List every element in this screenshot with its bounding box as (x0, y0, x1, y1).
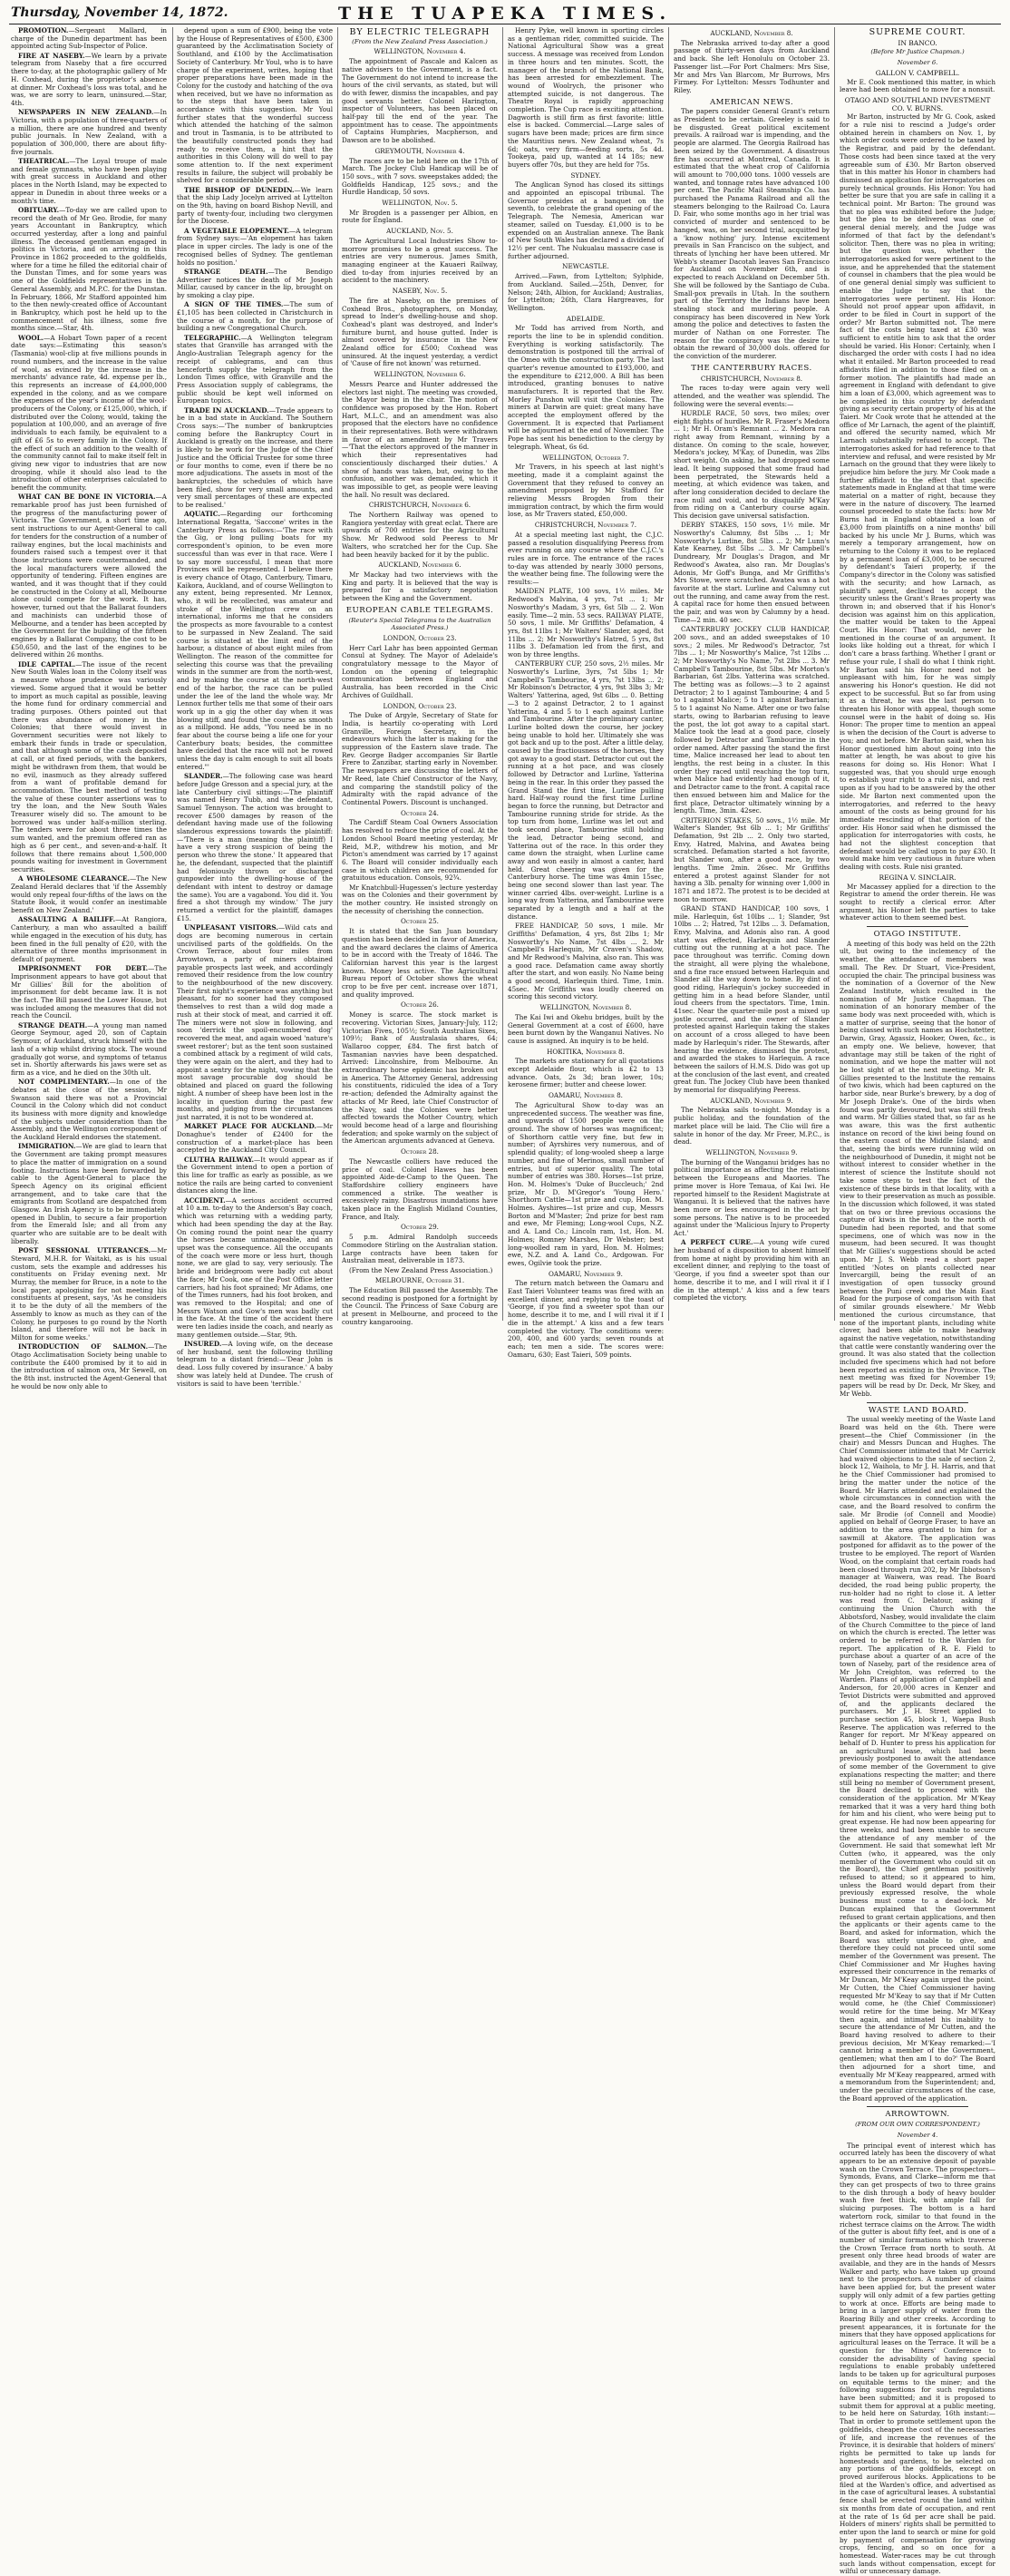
paragraph-body: depend upon a sum of £900, being the vote by the House of Representatives of £500, £300 guaranteed by the Acclimatisation Society of Southland, and £100 by the Acclimatisation Society of Canterbury. Mr Youl, who is to have charge of the experiment, writes, hoping that proper preparations have been made in the Colony for the custody and hatching of the ova when received, but we have no information as to the steps that have been taken in accordance with this suggestion. Mr Youl further states that the wonderful success which attended the hatching of the salmon and trout in Tasmania, is to be attributed to the beautifully constructed ponds they had ready to receive them, a hint that the authorities in this Colony will do well to pay some attention to. If the next experiment results in failure, the subject will probably be shelved for a considerable period. (177, 26, 333, 185)
telegram-body: At a special meeting last night, the C.J.C. passed a resolution disqualifying Peeress from ever running on any course where the C.J.C.'s rules are in force. The entrance of the races to-day was attended by nearly 3000 persons, the weather being fine. The following were the results:— (508, 530, 664, 587)
telegram-body: The Agricultural Show to-day was an unprecedented success. The weather was fine, and upwards of 1500 people were on the ground. The show of horses was magnificent; of Shorthorn cattle very fine, but few in number; of Ayrshires very numerous, and of splendid quality; of long-wooled sheep a large number, and fine of Merinos, small number of entries, but of superior quality. The total number of entries was 380. Horses—1st prize, Hon. M. Holmes's 'Duke of Buccleuch;' 2nd prize, Mr D. M'Gregor's 'Young Hero.' Shorthorn Cattle—1st prize and cup, Hon. M. Holmes. Ayshires—1st prize and cup, Messrs Borton and M'Master; 2nd prize for best ram and ewe, Mr Fleming; Long-wool Cups, N.Z. and A. Land Co.; Lincoln ram, 1st, Hon. M. Holmes; Romney Marshes, Dr Webster; best long-woolled ram in yard, Hon. M. Holmes; ewe, N.Z. and A. Land Co., Ardgowan. For ewes, Ogilvie took the prize. (508, 1100, 664, 1267)
otago-institute-heading: OTAGO INSTITUTE. (873, 930, 962, 940)
telegram-body: The papers consider General Grant's return as President to be certain. Greeley is said to be disgusted. Great political excitement prevails. A railroad war is impending, and the people are alarmed. The Georgia Railroad has been seized by the Government. A disastrous fire has occurred at Montreal, Canada. It is estimated that the wheat crop of California will amount to 700,000 tons. 1000 vessels are wanted, and tonnage rates have advanced 100 per cent. The Pacific Mail Steamship Co. has purchased the Panama Railroad and all the steamers belonging to the Railroad Co. Laura D. Fair, who some months ago in her trial was convicted of murder and sentenced to be hanged, was, on her second trial, acquitted by a 'know nothing' jury. Intense excitement prevails in San Francisco on the subject, and threats of lynching her have been uttered. Mr Webb's steamer Dacotah leaves San Francisco for Auckland on November 6th, and is expected to reach Auckland on December 5th. She will be followed by the Santiago de Cuba. Small-pox prevails in Utah. In the southern part of the Territory the Indians have been stealing stock and murdering people. A conspiracy has been discovered in New York among the police and detectives to fasten the murder of Nathan on one Forrester. The reason for the conspiracy was the desire to obtain the reward of 30,000 dols. offered for the conviction of the murderer. (674, 107, 830, 361)
news-paragraph (177, 1123, 333, 1155)
paragraph-body: —A serious accident occurred at 10 a.m. to-day to the Anderson's Bay coach, which was returning with a wedding party, which had been spending the day at the Bay. On coming round the point near the quarry the horses became unmanageable, and an upset was the consequence. All the occupants of the coach were more or less hurt, though none, we are glad to say, very seriously. The bride and bridegroom were badly cut about the face; Mr Cook, one of the Post Office letter carriers, had his foot sprained; Mr Adams, one of the Times runners, had his foot broken, and was removed to the Hospital; and one of Messrs Watson and Gow's men was badly cut in the face. At the time of the accident there were ten ladies inside the coach, and nearly as many gentlemen outside.—Star, 9th. (177, 1195, 333, 1339)
dateline: NASEBY, Nov. 5. (392, 287, 448, 296)
paragraph-body: —A Hobart Town paper of a recent date says:—Estimating this season's (Tasmania) wool-clip at five millions pounds in round numbers, and the increase in the value of wool, as evinced by the increase in the merchants' advance rate, 4d. expense per lb., this represents an increase of £4,000,000 expended in the colony, and as we compare the expenses of the year's income of the wool-producers of the Colony, or £125,000, which, if distributed over the Colony, would, taking the population at 100,000, and an average of five individuals to each family, be equivalent to a gift of £6 5s to every family in the Colony. If the effect of such an addition to the wealth of the community cannot fail to make itself felt in giving new vigor to industries that are now drooping, while it should also lead to the introduction of other enterprises calculated to benefit the community. (11, 333, 167, 493)
telegram-body: CANTERBURY JOCKEY CLUB HANDICAP, 200 sovs., and an added sweepstakes of 10 sovs.; 2 miles. Mr Redwood's Detractor, 7st 7lbs ... 1; Mr Nosworthy's Malice, 7st 12lbs ... 2; Mr Nosworthy's No Name, 7st 2lbs ... 3. Mr Campbell's Tambourine, 8st 5lbs. Mr Morton's Barbarian, 6st 2lbs. Yatterina was scratched. The betting was as follows:—3 to 2 against Detractor; 2 to 1 against Tambourine; 4 and 5 to 1 against Malice; 5 to 1 against Barbarian; 5 to 1 against No Name. After one or two false starts, owing to Barbarian refusing to leave the post, the lot got away to a capital start. Malice took the lead at a good pace, closely followed by Detractor and Tambourine in the order named. After passing the stand the first time, Malice increased her lead to about ten lengths, the rest being in a cluster. In this order they raced until reaching the top turn, when Malice had evidently had enough of it, and Detractor came to the front. A capital race then ensued between him and Malice for the first place, Detractor ultimately winning by a length. Time, 3min. 42sec. (674, 625, 830, 815)
paragraph-body: —Trade appears to be in a bad state in Auckland. The Southern Cross says:—'The number of bankruptcies coming before the Bankruptcy Court in Auckland is greatly on the increase, and there is likely to be work for the Judge of the Chief Justice and the Official Trustee for some three or four months to come, even if there be no more adjudications. The assets in most of the bankruptcies, the schedules of which have been filed, show for very small amounts, and very small percentages of these are expected to be realised.' (177, 405, 333, 510)
telegram-body: 5 p.m. Admiral Randolph succeeds Commodore Stirling on the Australian station. Large contracts have been taken for Australian meat, deliverable in 1873. (342, 1233, 498, 1265)
dateline: October 28. (401, 1147, 439, 1156)
paragraph-title: INSURED. (184, 1340, 222, 1349)
column-5-telegrams (674, 27, 830, 1322)
section-rule (867, 1402, 968, 1403)
supreme-court-heading: SUPREME COURT. (869, 27, 966, 37)
news-paragraph (11, 27, 167, 51)
dateline: OAMARU, November 9. (549, 1269, 623, 1278)
telegram-body: Mr Todd has arrived from North, and reports the line to be in splendid condition. Everything is working satisfactorily. The demonstration is postponed till the arrival of the Omeo with the construction party. The last quarter's revenue amounted to £193,000, and the expenditure to £212,000. A Bill has been introduced, granting bonuses to native manufacturers. It is reported that the Rev. Morley Punshon will visit the Colonies. The miners at Darwin are quiet: great many have accepted the employment offered by the Government. It is expected that Parliament will be adjourned at the end of November. The Pope has sent his benediction to the clergy by telegraph. Wheat, 6s 6d. (508, 324, 664, 451)
telegram-body: Arrived.—Fawn, from Lyttelton; Sylphide, from Auckland. Sailed.—25th, Denver, for Nelson; 24th, Albion, for Auckland; Australias, for Lyttelton; 26th, Clara Hargreaves, for Wellington. (508, 272, 664, 312)
news-paragraph (177, 924, 333, 1122)
news-paragraph (11, 1022, 167, 1078)
paragraph-body: —We learn by a private telegram from Naseby that a fire occurred there to-day, at the photographic gallery of Mr H. Coxhead, during the proprietor's absence at dinner. Mr Coxhead's loss was total, and he was, we are sorry to learn, uninsured.—Star, 4th. (11, 51, 167, 107)
telegram-body: The Nebraska sails to-night. Monday is a public holiday, and the foundation of the market place will be laid. The Clio will fire a salute in honor of the day. Mr Freer, M.P.C., is dead. (674, 1106, 830, 1147)
column-divider (668, 27, 669, 1321)
dateline: AUCKLAND, November 8. (710, 29, 793, 37)
news-paragraph (177, 187, 333, 227)
dateline: MELBOURNE, October 31. (374, 1276, 465, 1285)
news-paragraph (11, 661, 167, 874)
arrowtown-body: The principal event of interest which has occurred lately has been the discovery of what appears to be an extensive deposit of payable wash on the Crown Terrace. The prospectors—Symonds, Evans, and Clarke—inform me that they can get prospects of two to three grains to the dish through a body of heavy boulder wash five feet thick, with ample fall for sluicing purposes. The bottom is a hard watertorn rock, similar to that found in the richest terrace claims on the Arrow. The width of the gutter is about fifty feet, and is one of a number of similar formations which traverse the Crown Terrace from north to south. At present only three head broods of water are available, and they are in the hands of Messrs Walker and party, who have taken up ground next to the prospectors. A number of claims have been applied for, but the present water supply will only admit of a few parties getting to work at once. Efforts are being made to bring in a larger supply of water from the Roaring Billy and other creeks. According to present appearances, it is fortunate for the miners that they have opposed applications for agricultural leases on the Terrace. It will be a question for the Miners' Conference to consider the advisability of having special regulations to enable probably unfettered lands to be taken up for agricultural purposes on equitable terms to the miner; and the following suggestions for such regulations have been submitted; and it is proposed to submit them for approval at a public meeting, to be held here on Saturday, 16th instant:— That in order to promote settlement upon the goldfields, cheapen the cost of the necessaries of life, and increase the revenues of the Province, it is desirable that holders of miners' rights be permitted to take up lands for homesteads and gardens, to be selected on any portions of the goldfields, except on proved auriferous blocks. Applications to be filed at the Warden's office, and advertised as in the case of agricultural leases. A substantial fence shall be erected round the land within six months from date of occupation, and rent at the rate of 1s 6d per acre shall be paid. Holders of miners' rights shall be permitted to enter upon the land to search or mine for gold by payment of compensation for growing crops, fencing, and so on once for a homestead. Water-races may be cut through such lands without compensation, except for wilful or unnecessary damage. (840, 2141, 995, 2576)
news-paragraph (177, 335, 333, 405)
telegram-body: The Cardiff Steam Coal Owners Association has resolved to reduce the price of coal. At the London School Board meeting yesterday, Mr Reid, M.P., withdrew his motion, and Mr Picton's amendment was carried by 17 against 6. The Board will consider individually each case in which children are recommended for gratuitous education. Consols, 92¾. (342, 818, 498, 883)
paragraph-title: TRADE IN AUCKLAND. (184, 405, 269, 415)
telegram-body: Mr Brogden is a passenger per Albion, en route for England. (342, 208, 498, 225)
paragraph-body: —A young man named George Seymour, aged 20, son of Captain Seymour, of Auckland, struck himself with the lash of a whip whilst driving stock. The wound gradually got worse, and symptoms of tetanus set in. Shortly afterwards his jaws were set as firm as a vice, and he died on the 30th ult. (11, 1020, 167, 1077)
dateline: WELLINGTON, October 7. (542, 453, 629, 462)
telegram-body: The Kai Iwi and Okehu bridges, built by the General Government at a cost of £600, have been burnt down by the Wanganui Natives. No cause is assigned. An inquiry is to be held. (508, 1012, 664, 1045)
dateline: WELLINGTON, November 4. (374, 47, 466, 56)
telegram-body: The Agricultural Local Industries Show to-morrow promises to be a great success. The entries are very numerous. James Smith, managing engineer at the Kauaeri Railway, died to-day from injuries received by an accident to the machinery. (342, 236, 498, 285)
telegram-body: The fire at Naseby, on the premises of Coxhead Bros., photographers, on Monday, spread to Inder's dwelling-house and shop. Coxhead's plant was destroyed, and Inder's furniture burnt, and house gutted. Inder is almost covered by insurance in the New Zealand office for £500; Coxhead was uninsured. At the inquest yesterday, a verdict of 'Cause of fire not known' was returned. (342, 296, 498, 368)
news-paragraph (11, 965, 167, 1020)
telegram-body: Money is scarce. The stock market is recovering. Victorian Sixes, January-July, 112; Victorian Fives, 105½; South Australian Sixes, 109½; Bank of Australasia shares, 64; Wallaroo copper, £84. The first batch of Tasmanian navvies have been despatched. Arrived: Lincolnshire, from Melbourne. An extraordinary horse epidemic has broken out in America. The Attorney General, addressing his constituents, ridiculed the idea of a Tory re-action; defended the Admiralty against the attacks of Mr Reed, late Chief Constructor of the Navy, said the Colonies were better affected towards the Mother Country, which would become head of a large and flourishing federation; and spoke warmly on the subject of the American arguments advanced at Geneva. (342, 1010, 498, 1146)
paragraph-title: A WHOLESOME CLEARANCE. (18, 874, 131, 883)
paragraph-body: —At Rangiora, Canterbury, a man who assaulted a bailiff while engaged in the execution of his duty, has been fined in the full penalty of £20, with the alternative of three months imprisonment in default of payment. (11, 915, 167, 963)
telegram-body: The Education Bill passed the Assembly. The second reading is postponed for a fortnight by the Council. The Princess of Saxe Coburg are at present in Melbourne, and proceed to the country kangarooing. (342, 1285, 498, 1326)
column-1-local-news (11, 26, 167, 1390)
news-paragraph (177, 1156, 333, 1196)
paragraph-title: INTRODUCTION OF SALMON. (18, 1342, 149, 1351)
paragraph-body: —The issue of the recent New South Wales loan in the Colony itself was a measure whose prudence was variously viewed. Some argued that it would be better to import as much capital as possible, leaving the home fund for ordinary commercial and trading purposes. Others pointed out that there was abundance of money in the Colonies; that there would invest in Government securities were not likely to embark their funds in trade or speculation, and that although some of the cash deposited at call, or at fixed periods, with the bankers, might be withdrawn from them, that would be no evil, inasmuch as they already suffered from a want of profitable demand for accommodation. The best method of testing the value of these counter assertions was to try the loan, and the New South Wales Treasurer wisely did so. The amount to be borrowed was under half-a-million sterling. The tenders were for about three times the sum wanted, and the premium offered ran as high as 6 per cent., and seven-and-a-half. It follows that there remains about 1,500,000 pounds waiting for investment in Government securities. (11, 659, 167, 873)
paragraph-title: NEWSPAPERS IN NEW ZEALAND. (18, 108, 154, 117)
waste-land-board-heading: WASTE LAND BOARD. (868, 1405, 967, 1415)
paragraph-body: —A Wellington telegram states that Granville has arranged with the Anglo-Australian Telegraph agency for the receipt of cablegrams, and can thus henceforth supply the telegraph from the London Times office, with Granville and the Press Association supply of cablegrams, the public should be kept well informed on European topics. (177, 333, 333, 405)
dateline: LONDON, October 23. (383, 701, 457, 710)
paragraph-body: —A remarkable proof has just been furnished of the progress of the manufacturing power of Victoria. The Government, a short time ago, sent instructions to our Agent-General to call for tenders for the construction of a number of railway engines, but the local machinists and founders raised such a tempest over it that those instructions were countermanded, and the local manufacturers were allowed the opportunity of tendering. Fifteen engines are wanted, and it was thought that if they could be constructed in the Colony at all, Melbourne alone could compete for the work. It has, however, turned out that the Ballarat founders and machinists can underbid those of Melbourne, and a tender has been accepted by the Government for the building of the fifteen engines by a Ballarat Company, the cost to be £50,650, and the last of the engines to be delivered within 26 months. (11, 493, 167, 659)
paragraph-body: —We are glad to learn that the Government are taking prompt measures to place the matter of immigration on a sound footing. Instructions have been forwarded by cable to the Agent-General to place the Speech Agency on its original efficient arrangement, and to take care that the emigrants from Scotland are despatched from Glasgow. An Irish Agency is to be immediately opened in Dublin, to secure a fair proportion from the Emerald Isle; and all from any quarter who are suitable are to be dealt with liberally. (11, 1142, 167, 1245)
section-rule (867, 926, 968, 927)
news-paragraph (11, 1078, 167, 1142)
dateline: WELLINGTON, November 8. (539, 1003, 632, 1012)
column-2-local-news (177, 26, 333, 1388)
telegram-body: CRITERION STAKES, 50 sovs., 1½ mile. Mr Walter's Slander, 9st 6lb ... 1; Mr Griffiths' Defamation, 9st 2lb ... 2. Only two started, Envy, Hatred, Malvina, and Awatea being scratched. Defamation started a hot favorite, but Slander won, after a good race, by two lengths. Time 2min. 26sec. Mr Griffiths entered a protest against Slander for not having a 3lb. penalty for winning over 1,000 in 1871 and 1872. The protest is to be decided at noon to-morrow. (674, 815, 830, 903)
telegram-body: HURDLE RACE, 50 sovs, two miles; over eight flights of hurdles. Mr R. Fraser's Medora ... 1; Mr H. Oram's Remnant ... 2. Medora ran right away from Remnant, winning by a distance. On coming to the scale, however, Medora's jockey, M'Kay, of Dunedin, was 2lbs short weight. On asking, he had dropped some lead. It being supposed that some fraud had been perpetrated, the Stewards held a meeting, at which evidence was taken, and after long consideration decided to declare the race null and void, and to disqualify M'Kay from riding on a Canterbury course again. This decision gave universal satisfaction. (674, 408, 830, 521)
telegram-body: Henry Pyke, well known in sporting circles as a gentleman rider, committed suicide. The National Agricultural Show was a great success. A message was received from London in three hours and ten minutes. Scott, the manager of the branch of the National Bank, has been arrested for embezzlement. The wound of Woolrych, the prisoner who attempted suicide, is not dangerous. The Theatre Royal is rapidly approaching completion. The Cup race is exciting attention. Dagworth is still firm as first favorite: little else is backed. Commercial.—Large sales of sugars have been made; prices are firm since the Mauritius news. New Zealand wheat, 7s 6d; oats, very firm—feeding sorts, 5s 4d. Tookeya, paid up, wanted at 14 18s; new buyers offer 70s, but they are held for 75s. (508, 26, 664, 169)
case-title: OTAGO AND SOUTHLAND INVESTMENT CO. V. BURNS. (844, 95, 991, 112)
case-body: Mr Macassey applied for a direction to the Registrar to amend the order therein. He was sought to rectify a clerical error. After argument, his Honor left the parties to take whatever action to them seemed best. (840, 882, 995, 922)
arrowtown-heading: ARROWTOWN. (885, 2110, 950, 2120)
news-paragraph (177, 27, 333, 185)
paragraph-body: —Mr Donaghue's tender of £2400 for the construction of a market-place has been accepted by the Auckland City Council. (177, 1122, 333, 1155)
news-paragraph (177, 1341, 333, 1388)
telegram-body: Mr Knatchbull-Hugessen's lecture yesterday was on the Colonies and their government by the mother country. He insisted strongly on the necessity of cherishing the connection. (342, 883, 498, 915)
paragraph-title: AQUATIC. (184, 510, 220, 519)
telegram-list (342, 48, 498, 602)
telegram-body: Mr Travers, in his speech at last night's meeting, made it a complaint against the Government that they refused to convey an amendment proposed by Mr Stafford for relieving Messrs Brogden from their immigration contract, by which the firm would lose, as Mr Travers stated, £50,000. (508, 463, 664, 519)
section-heading: AMERICAN NEWS. (709, 97, 794, 107)
paragraph-body: —Sergeant Mallard, in charge of the Dunedin department has been appointed acting Sub-Inspector of Police. (11, 26, 167, 51)
news-paragraph (11, 335, 167, 493)
column-divider (502, 27, 503, 1321)
paragraph-title: ACCIDENT. (184, 1195, 226, 1205)
paragraph-body: —We learn that the ship Lady Jocelyn arrived at Lyttelton on the 9th, having on board Bishop Nevill, and party of twenty-four, including two clergymen for the Diocese. (177, 185, 333, 226)
paragraph-body: —It would appear as if the Government intend to open a portion of this line for traffic as early as possible, as we notice the rails are being carted to convenient distances along the line. (177, 1155, 333, 1195)
european-cable-list (342, 635, 498, 1327)
dateline: WELLINGTON, Nov. 5. (382, 199, 458, 208)
telegram-body: GRAND STAND HANDICAP, 100 sovs, 1 mile. Harlequin, 6st 10lbs ... 1; Slander, 9st 10lbs ... 2; Hatred, 7st 12lbs ... 3. Defamation, Envy, Malvina, and Adonis also ran. A good start was effected, Harlequin and Slander cutting out the running at a hot pace. The pace throughout was terrific. Coming down the straight, all were plying the whalebone, and a fine race ensued between Harlequin and Slander all the way down to home. By dint of good riding, Harlequin's jockey succeeded in getting him in a head before Slander, until loud cheers from the spectators. Time, 1min. 41sec. Near the quarter-mile post a mixed up jostle occurred, and the owner of Slander protested against Harlequin taking the stakes on account of a cross alleged to have been made by Harlequin's rider. The Stewards, after hearing the evidence, dismissed the protest, and awarded the stakes to Harlequin. A race between the sailors of H.M.S. Dido was got up at the conclusion of the last event, and created great fun. The Jockey Club have been thanked by memorial for disqualifying Peeress. (674, 903, 830, 1095)
telegram-body: The Anglican Synod has closed its sittings and appointed an episcopal tribunal. The Governor presides at a banquet on the seventh, to celebrate the grand opening of the Telegraph. The Nemesia, American war steamer, sailed on Tuesday. £1,000 is to be expended on an Australian annexe. The Bank of New South Wales has declared a dividend of 12½ per cent. The Nukualau massacre case is further adjourned. (508, 181, 664, 260)
column-3-telegrams (342, 27, 498, 1326)
paragraph-title: IMPRISONMENT FOR DEBT. (18, 964, 149, 973)
paragraph-body: —The Loyal troupe of male and female gymnasts, who have been playing with great success in Auckland and other places in the North Island, may be expected to appear in Dunedin in about three weeks or a month's time. (11, 157, 167, 205)
news-paragraph (177, 407, 333, 510)
paragraph-title: IDLE CAPITAL. (18, 659, 76, 668)
paragraph-body: —The Bendigo Advertiser notices the death of Mr Joseph Millar, caused by cancer in the lip, brought on by smoking a clay pipe. (177, 267, 333, 299)
telegram-body: (From the New Zealand Press Association.) (349, 1265, 493, 1274)
european-cable-heading: EUROPEAN CABLE TELEGRAMS. (345, 605, 494, 615)
paragraph-body: —The following case was heard before Judge Gresson and a special jury, at the late Canterbury civil sittings:—The plaintiff was named Henry Tubb, and the defendant, Samuel Tennyson. The action was brought to recover £500 damages by reason of the defendant having made use of the following slanderous expressions towards the plaintiff:—'There is a man (meaning the plaintiff) I have a very strong suspicion of being the person who threw the stone.' It appeared that he, the defendant, suspected that the plaintiff had feloniously thrown or discharged gunpowder into the dwelling-house of the defendant with intent to destroy or damage the same). You are a vagabond. You did it. You fired a shot through my window.' The jury returned a verdict for the plaintiff, damages £15. (177, 772, 333, 922)
dateline: NEWCASTLE. (562, 262, 609, 271)
paragraph-body: —To-day we are called upon to record the death of Mr Geo. Brodie, for many years Accountant in Bankruptcy, which occurred yesterday, after a long and painful illness. The deceased gentleman engaged in politics in Victoria, and on arriving in this Province in 1862 proceeded to the goldfields, where for a time he filled the editorial chair of the Dunstan Times, and for some years was one of the Goldfields representatives in the General Assembly, and M.P.C. for the Dunstan. In February, 1866, Mr Stafford appointed him to the then newly-created office of Accountant in Bankruptcy, which post he held up to the commencement of his illness, some five months since.—Star, 4th. (11, 205, 167, 333)
paragraph-body: —The sum of £1,105 has been collected in Christchurch in the course of a month, for the purpose of building a new Congregational Church. (177, 300, 333, 333)
case-body: Mr E. Cook mentioned this matter, in which leave had been obtained to move for a nonsuit. (840, 77, 995, 94)
telegram-body: The races to-day were again very well attended, and the weather was splendid. The following were the several events:— (674, 384, 830, 408)
case-title: REGINA V. SINCLAIR. (879, 873, 957, 882)
telegram-body: The Duke of Argyle, Secretary of State for India, is heartily co-operating with Lord Granville, Foreign Secretary, in the endeavours which the latter is making for the suppression of the Eastern slave trade. The Rev. George Badger accompanies Sir Bartle Frere to Zanzibar, starting early in November. The newspapers are discussing the letters of Mr Reed, late Chief Constructor of the Navy, and comparing the standstill policy of the Admiralty with the rapid advance of the Continental Powers. Discount is unchanged. (342, 711, 498, 806)
dateline: CHRISTCHURCH, November 8. (700, 374, 803, 383)
dateline: AUCKLAND, Nov. 5. (386, 227, 453, 236)
news-paragraph (11, 158, 167, 205)
telegram-body: FREE HANDICAP, 50 sovs, 1 mile. Mr Griffiths' Defamation, 4 yrs, 8st 2lbs 1; Mr Nosworthy's No Name, 7st 4lbs ... 2. Mr Campbell's Harlequin, Mr Craven's Shadow, and Mr Redwood's Malvina, also ran. This was a good race. Defamation came away shortly after the start, and won easily. No Name being a good second, Harlequin third. Time, 1min. 45sec. Mr Griffiths was loudly cheered on scoring this second victory. (508, 922, 664, 1001)
telegram-body: The markets are stationary for all quotations except Adelaide flour, which is £2 to 13 advance. Oats, 2s 3d; bran lower, 10s; kerosene firmer; butter and cheese lower. (508, 1057, 664, 1089)
paragraph-title: ASSAULTING A BAILIFF. (18, 915, 116, 924)
telegram-body: Messrs Pearce and Hunter addressed the electors last night. The meeting was crowded, the Mayor being in the chair. The motion of confidence was proposed by the Hon. Robert Hart, M.L.C., and an amendment was also proposed that the electors have no confidence in their representatives. Both were withdrawn in favor of an amendment by Mr Travers—'That the electors approved of the manner in which their representatives had conscientiously discharged their duties.' A show of hands was taken, but, owing to the confusion, another was demanded, which it was impossible to get, as people were leaving the hall. No result was declared. (342, 379, 498, 499)
news-paragraph (177, 268, 333, 300)
column-6-court-institute (840, 27, 995, 2576)
column-4-telegrams (508, 26, 664, 1359)
dateline: October 24. (401, 808, 439, 817)
section-heading: THE CANTERBURY RACES. (691, 363, 812, 373)
paragraph-title: STRANGE DEATH. (184, 267, 268, 276)
dateline: AUCKLAND, November 9. (710, 1096, 793, 1105)
news-paragraph (11, 875, 167, 915)
news-paragraph (11, 109, 167, 156)
paragraph-title: WHAT CAN BE DONE IN VICTORIA. (18, 493, 156, 502)
paragraph-title: MARKET PLACE FOR AUCKLAND. (184, 1122, 317, 1131)
column-divider (337, 27, 338, 1321)
telegraph-heading: BY ELECTRIC TELEGRAPH (349, 27, 490, 37)
paragraph-title: THEATRICAL. (18, 157, 70, 166)
telegram-body: Herr Carl Lahr has been appointed German Consul at Sydney. The Mayor of Adelaide's congratulatory message to the Mayor of London on the opening of telegraphic communication between England and Australia, has been recorded in the Civic Archives of Guildhall. (342, 643, 498, 699)
paragraph-title: A VEGETABLE ELOPEMENT. (184, 226, 289, 235)
otago-institute-body: A meeting of this body was held on the 22th ult, but owing to the inclemency of the weather, the attendance of members was small. The Rev. Dr Stuart, Vice-President, occupied the chair. The principal business was the nomination of a Governor of the New Zealand Institute, which resulted in the nomination of Mr Justice Chapman. The nomination of an honorary member of the same body was next proceeded with, which is a matter of surprise, seeing that the honor of being classed with such names as Hochstetter, Darwin, Gray, Agassiz, Hooker, Owen, &c., is an empty one. We believe, however, that advantage may still be taken of the right of nomination, and we hope the matter will not be lost sight of at the next meeting. Mr R. Gillies presented to the Institute the remains of two kiwis, which had been captured on the harbor side, near Burke's brewery, by a dog of Mr Joseph Drake's. One of the birds when found was partly devoured, but was still fresh and warm. Mr Gillies stated that, so far as he was aware, this was the first authentic instance on record of the kiwi being found on the eastern coast of the Middle Island; and that, seeing the birds were running wild on the neighbourhood of Dunedin, it might not be without interest to consider whether in the interest of science the Institute should not take some steps to test the fact of the existence of these birds in that locality, with a view to their preservation as much as possible. In the discussion which followed, it was stated that on two or three previous occasions the capture of kiwis in the bush to the north of Dunedin had been reported, and that some specimens, one of which was now in the museum, had been secured. It was thought that Mr Gillies's suggestions should be acted upon. Mr J. S. Webb read a short paper entitled 'Notes on plants collected near Invercargill, being the result of an investigation of open tussocky ground between the Puni creek and the Main East Road for the purpose of comparison with that of similar grounds elsewhere.' Mr Webb mentioned the curious circumstance, that none of the important plants, including white clover, had been able to make headway against the native vegetation, notwithstanding that cattle were constantly wandering over the ground. It was also stated that the collection included five specimens which had not before been reported as existing in the Province. The next meeting was fixed for November 19; papers will be read by Dr. Deck, Mr Skey, and Mr Webb. (840, 939, 995, 1398)
column-divider (834, 27, 835, 1321)
paragraph-title: OBITUARY. (18, 205, 60, 214)
paragraph-body: —A loving wife, on the decease of her husband, sent the following thrilling telegram to a distant friend:—'Dear John is dead. Loss fully covered by insurance.' A baby show was lately held at Dundee. The crush of visitors is said to have been 'terrible.' (177, 1340, 333, 1388)
section-rule (867, 2106, 968, 2107)
newspaper-name: THE TUAPEKA TIMES. (337, 4, 673, 24)
issue-date: Thursday, November 14, 1872. (11, 5, 228, 20)
telegram-body: The Newcastle colliers have reduced the price of coal. Colonel Hawes has been appointed Aide-de-Camp to the Queen. The Staffordshire colliery engineers have commenced a strike. The weather is excessively rainy. Disastrous inundations have taken place in the English Midland Counties, France, and Italy. (342, 1156, 498, 1221)
dateline: CHRISTCHURCH, November 7. (534, 521, 637, 530)
news-paragraph (11, 53, 167, 108)
dateline: HOKITIKA, November 8. (547, 1047, 625, 1056)
news-paragraph (11, 1343, 167, 1390)
paragraph-title: PROMOTION. (18, 26, 69, 34)
paragraph-body: —The Otago Acclimatisation Society being unable to contribute the £400 promised by it to aid in the introduction of salmon ova, Mr Sewell, on the 8th inst. instructed the Agent-General that he would be now only able to (11, 1342, 167, 1390)
telegram-body: CANTERBURY CUP, 250 sovs, 2½ miles. Mr Nosworthy's Lurline, 3yrs, 7st 5lbs 1; Mr Campbell's Tambourine, 4 yrs, 7st 13lbs ... 2; Mr Robinson's Detractor, 4 yrs, 9st 3lbs 3; Mr Walters' Yatterina, aged, 9st 6lbs ... 0. Betting—3 to 2 against Detractor, 2 to 1 against Yatterina, 4 and 5 to 1 each against Lurline and Tambourine. After the preliminary canter, Lurline bolted down the course, her jockey being unable to hold her. Ultimately she was got back and up to the post. After a little delay, caused by the fractiousness of the horses, they got away to a good start. Detractor cut out the running at a hot pace, and was closely followed by Detractor and Lurline, Yatterina being in the rear. In this order they passed the Grand Stand the first time, Lurline pulling hard. Half-way round the first time Lurline began to force the running, but Detractor and Tambourine running stride for stride. As the top turn from home, Lurline was let out and took second place, Tambourine still holding the lead, Detractor being second, and Yatterina out of the race. In this order they came down the straight, when Lurline came away and won easily in almost a canter, hard held. Great cheering was given for the Canterbury horse. The time was 4min 15sec, being one second slower than last year. The winner carried 4lbs. over-weight. Lurline is a long way from Yatterina, and Tambourine were separated by a length and a half at the distance. (508, 659, 664, 921)
dateline: WELLINGTON, November 9. (705, 1148, 798, 1156)
news-paragraph (177, 1197, 333, 1340)
paragraph-title: A PERFECT CURE. (681, 1238, 753, 1247)
telegram-body: The Northern Railway was opened to Rangiora yesterday with great eclat. There are upwards of 700 entries for the Agricultural Show. Mr Redwood sold Peeress to Mr Walters, who scratched her for the Cup. She had been heavily backed for it by the public. (342, 511, 498, 559)
news-paragraph (11, 1247, 167, 1342)
paragraph-title: NOT COMPLIMENTARY. (18, 1078, 110, 1087)
paragraph-body: —A telegram from Sydney says:—'An elopement has taken place in upper circles. The lady is one of the recognised belles of Sydney. The gentleman holds no position.' (177, 226, 333, 267)
telegram-body: Mr Mackay had two interviews with the King and party. It is believed that the way is prepared for a satisfactory negotiation between the King and the Government. (342, 571, 498, 603)
column-divider (172, 27, 173, 1321)
arrowtown-date: November 4. (897, 2131, 938, 2139)
dateline: LONDON, October 23. (383, 633, 457, 642)
dateline: ADELAIDE. (566, 314, 606, 323)
case-body: Mr Barton, instructed by Mr G. Cook, asked for a rule nisi to rescind a Judge's order obtained herein in chambers on Nov. 1, by which order costs were ordered to be taxed by the Registrar, and paid by the defendant. Those costs had been since taxed at the very agreeable sum of £30. Mr Barton observed that in this matter his Honor in chambers had dismissed an application for interrogatories on purely technical grounds. His Honor: You had better be sure that you are safe in calling it a technical point. Mr Barton: The ground was that no plea was exhibited before the Judge; but the plea to be delivered was one of general denial merely, and the Judge was informed of that fact by the defendant's solicitor. Then, there was no plea in writing; but the question was, whether the interrogatories asked for were pertinent to the issue, and he apprehended that the statement of counsel in chambers that the plea would be of one general denial simply was sufficient to enable the Judge to say that the interrogatories were pertinent. His Honor: Should not proof appear upon affidavit, in order to be filed in Court in support of the order? Mr Barton submitted not. The mere fact of the costs being taxed at £30 was sufficient to entitle him to ask that the order should be varied. His Honor: Certainly, when I discharged the order with costs I had no idea what it entailed. Mr Barton proceeded to read affidavits filed in addition to those filed on a former motion. The plaintiffs had made an agreement in England with defendant to give him a loan of £3,000, which agreement was to be completed in this country by defendant giving as security certain property of his at the Taieri. Mr Cook wrote that he attended at the office of Mr Larnach, the agent of the plaintiff, and offered the security named, which Mr Larnach substantially refused to accept. The interrogatories asked for had reference to that interview and refusal, and were resisted by Mr Larnach on the ground that they were likely to prejudice him before the jury. Mr Cook made a further affidavit to the effect that specific statements made in England at that time were material on a matter of right, because they were in the nature of discovery. The learned counsel proceeded to state the facts: how Mr Burns had in England obtained a loan of £3,000 from plaintiffs on a nine months' bill backed by his uncle Mr J. Burns, which was merely a temporary arrangement, how on returning to the Colony it was to be replaced by a permanent loan of £3,000, to be secured by defendant's Taieri property, if the Company's director in the Colony was satisfied with the security; and how Larnach, as plaintiff's agent, declined to accept the security unless the Grant's Braes property was thrown in; and observed that if his Honor's decision was against him on this application, the matter would be taken to the Appeal Court. His Honor: That would, never he mentioned in the course of an argument. It looks like holding out a threat, for which I don't care a brass farthing. Whether I grant or refuse your rule, I shall do what I think right. Mr Barton said his Honor need not be unpleasant with him, for he was simply answering his Honor's question. He did not expect to be successful. But so far from using it as a threat, he was the last person to threaten his Honor with appeal, though some counsel were in the habit of doing so. His Honor: The proper time to mention an appeal is when the decision of the Court is adverse to you; and not before. Mr Barton said, when his Honor questioned him about going into the matter at length, he was about to give his reasons for doing so. His Honor: What I suggested was, that you should urge enough to establish your right to a rule nisi, and rest upon as if you had to be answered by the other side. Mr Barton next commented upon the interrogatories, and referred to the heavy amount of the costs as being ground for his immediate rescinding of that portion of the order. His Honor said when he dismissed the application for interrogatories with costs, he had not the slightest conception that defendant would be called upon to pay £30. It would make him very cautious in future when dealing with costs. Rule nisi granted. (840, 112, 995, 872)
dateline: AUCKLAND, November 6. (378, 561, 461, 570)
waste-land-board-body: The usual weekly meeting of the Waste Land Board was held on the 6th. There were present—the Chief Commissioner (in the chair) and Messrs Duncan and Hughes. The Chief Commissioner intimated that Mr Carrick had waived objections to the sale of section 2, block 12, Waihola, to Mr J. H. Harris, and that he the Chief Commissioner had promised to bring the matter under the notice of the Board. Mr Harris attended and explained the whole circumstances in connection with the case, and the Board resolved to confirm the sale. Mr Brodie (of Connell and Moodie) applied on behalf of George Fraser, to have an addition to the area granted to him for a sawmill at Akatore. The application was postponed for affidavit as to the power of the trustee to be employed. The report of Warden Wood, on the complaint that certain roads had been closed through run 202, by Mr Ibbotson's manager at Waiwera, was read. The Board decided, the road being public property, the run-holder had no right to close it. A letter was read from C. Delatour, asking if continuing the Union Church with the Abbotsford, Nasbey, would invalidate the claim of the Church Committee to the piece of land on which the church is erected. The letter was ordered to be referred to the Warden for report. The application of R. E. Field to purchase about a quarter of an acre of the town of Naseby, part of the residence area of Mr John Creighton, was referred to the Warden. Plans of application of Campbell and Anderson, for 20,000 acres in Kenzer and Teviot Districts were submitted and approved of, and the applicants declared the purchasers. Mr J. H. Street applied to purchase section 45, block 1, Waepa Bush Reserve. The application was referred to the Ranger for report. Mr M'Keay appeared on behalf of D. Hunter to press his application for an agricultural lease, which had been previously postponed to await the attendance of some member of the Government to give explanations respecting the matter; and there still being no member of Government present, the Board declined to proceed with the consideration of the application. Mr M'Keay remarked that it was a very hard thing both for him and his client, who were being put to great expense. He had now been appearing for three weeks, and had been unable to secure the attendance of any member of the Government. He said that somewhat left Mr Cutten (who, it appeared, was the only member of the Government who could sit on the Board), the Chief gentleman positively refused to attend; so it appeared to him, unless the Board would depart from their previously expressed resolve, the whole business must come to a dead-lock. Mr Duncan explained that the Government refused to grant certain applications, and then the applicants or their agents came to the Board, and asked for information, which the Board was utterly unable to give, and therefore they could not proceed until some member of the Government was present. The Chief Commissioner and Mr Hughes having expressed their concurrence in the remarks of Mr Duncan, Mr M'Keay again urged the point. Mr Cutten, the Chief Commissioner having requested Mr M'Keay to say that if Mr Cutten would come, he (the Chief Commissioner) would retire for the time being. Mr M'Keay then again, and intimated his inability to secure the attendance of Mr Cutten, and the Board having resolved to adhere to their previous decision, Mr M'Keay remarked:—'I cannot bring a member of the Government, gentlemen; what then am I to do?' The Board then adjourned for a short time, and eventually Mr M'Keay reappeared, armed with a memorandum from the Superintendent; and, under the peculiar circumstances of the case, the Board approved of the application. (840, 1415, 995, 2103)
paragraph-body: —Wild cats and dogs are becoming numerous in certain uncivilised parts of the goldfields. On the Crown Terrace, about four miles from Arrowtown, a party of miners obtained payable prospects last week, and accordingly removed their residence from the low country to the neighbourhood of the new discovery. Their first night's experience was anything but pleasant, for no sooner had they composed themselves to rest than a wild dog made a rush at their stock of meat, and carried it off. The miners were not slow in following, and soon 'derrick the spoil-encumbered dog' recovered the meat, and again wooed 'nature's sweet restorer'; but as the tent soon sustained a combined attack by a regiment of wild cats, they were again on the alert, and they had to appoint a sentry for the night, vowing that the most savage procurable dog should be obtained and placed on guard the following night. A number of sheep have been lost in the locality in question during the past few months, and judging from the circumstances just narrated, it is not to be wondered at. (177, 923, 333, 1121)
paragraph-title: FIRE AT NASEBY. (18, 51, 85, 60)
telegram-body: The Nebraska arrived to-day after a good passage of thirty-seven days from Auckland and back. She left Honolulu on October 23. Passenger list.—For Port Chalmers: Mrs Sise, Mr and Mrs Van Blarcom, Mr Burrows, Mrs Firmey. For Lyttelton: Messrs Todhunter and Riley. (674, 38, 830, 94)
news-paragraph (177, 228, 333, 268)
telegram-body: The appointment of Pascale and Kalcen as native advisers to the Government, is a fact. The Government do not intend to increase the hours of the civil servants, as stated, but will do with fewer, dismiss the incapables, and pay good servants better. Colonel Harington, inspector of Volunteers, has been placed on half-pay till the end of the year. The appointment has to cease. The appointments of Captains Humphries, Macpherson, and Dawson are to be abolished. (342, 57, 498, 145)
paragraph-title: CLUTHA RAILWAY. (184, 1155, 255, 1164)
telegram-body: The return match between the Oamaru and East Taieri Volunteer teams was fired with an excellent dinner, and replying to the toast of 'George, if you find a sweeter spot than our home, describe it to me, and I will rival it if I die in the attempt.' A kiss and a few tears completed the victory. The conditions were: 200, 400, and 600 yards; seven rounds at each; ten men a side. The scores were: Oamaru, 630; East Taieri, 509 points. (508, 1279, 664, 1359)
paragraph-title: POST SESSIONAL UTTERANCES. (18, 1246, 151, 1255)
dateline: OAMARU, November 8. (549, 1091, 623, 1100)
paragraph-title: A SIGN OF THE TIMES. (184, 300, 284, 309)
paragraph-title: TELEGRAPHIC. (184, 333, 241, 342)
news-paragraph (177, 301, 333, 333)
dateline: WELLINGTON, November 6. (374, 370, 466, 379)
news-paragraph (11, 1143, 167, 1245)
dateline: October 29. (401, 1223, 439, 1232)
dateline: SYDNEY. (570, 171, 601, 180)
correspondent-label: (FROM OUR OWN CORRESPONDENT.) (855, 2121, 980, 2129)
news-paragraph (11, 493, 167, 659)
court-date: November 6. (897, 59, 938, 67)
european-cable-source: (Reuter's Special Telegrams to the Australian Associated Press.) (348, 616, 491, 632)
telegram-body: MAIDEN PLATE, 100 sovs, 1½ miles. Mr Redwood's Malvina, 4 yrs, 7st ... 1; Mr Nosworthy's Madam, 3 yrs, 6st 5lb ... 2. Won easily. Time—2 min. 53 secs. RAILWAY PLATE, 50 sovs, 1 mile. Mr Griffiths' Defamation, 4 yrs, 8st 11lbs 1; Mr Walters' Slander, aged, 8st 11lbs ... 2; Mr Nosworthy's Hatred, 5 yrs, 8st 11lbs 3. Defamation led from the first, and won by three lengths. (508, 587, 664, 659)
telegram-body: The burning of the Wanganui bridges has no political importance as affecting the relations between the Europeans and Maories. The prime mover is Hore Temaua, of Kai Iwi. He reported himself to the Resident Magistrate at Wanganui. It is believed that the natives have been more or less encouraged in the act by some persons. The native is to be proceeded against under the 'Malicious Injury to Property Act.' (674, 1157, 830, 1238)
in-banco-label: IN BANCO. (898, 38, 937, 47)
telegraph-source: (From the New Zealand Press Association.) (352, 37, 488, 45)
paragraph-title: IMMIGRATION. (18, 1142, 76, 1151)
paragraph-title: UNPLEASANT VISITORS. (184, 923, 278, 932)
before-justice-label: (Before Mr Justice Chapman.) (870, 48, 965, 56)
paragraph-title: THE BISHOP OF DUNEDIN. (184, 185, 295, 194)
news-paragraph (177, 511, 333, 771)
news-paragraph (177, 773, 333, 922)
telegram-body: DERBY STAKES, 150 sovs, 1½ mile. Mr Nosworthy's Calumny, 8st 5lbs ... 1; Mr Nosworthy's Lurline, 8st 5lbs ... 2; Mr Lunn's Kate Kearney, 8st 5lbs ... 3. Mr Campbell's Dundreary, Mr Douglas's Dragon, and Mr Redwood's Awatea, also ran. Mr Douglas's Adonis, Mr Goff's Bunga, and Mr Griffiths's Mrs Stowe, were scratched. Awatea was a hot favorite at the start. Lurline and Calumny cut out the running, and came away from the rest. A capital race for home then ensued between the pair, and was won by Calumny by a head. Time—2 min. 40 sec. (674, 521, 830, 624)
dateline: GREYMOUTH, November 4. (374, 146, 465, 155)
masthead (11, 4, 999, 24)
paragraph-title: STRANGE DEATH. (18, 1020, 88, 1029)
paragraph-body: —The Imprisonment appears to have got about that Mr Gillies' Bill for the abolition of imprisonment for debt became law. It is not the fact. The Bill passed the Lower House, but was included among the measures that did not reach the Council. (11, 964, 167, 1020)
dateline: CHRISTCHURCH, November 6. (368, 501, 471, 510)
paragraph-body: —A young wife cured her husband of a disposition to absent himself from home at night by providing him with an excellent dinner, and replying to the toast of 'George, if you find a sweeter spot than our home, describe it to me, and I will rival it if I die in the attempt.' A kiss and a few tears completed the victory. (674, 1238, 830, 1303)
paragraph-body: —Regarding our forthcoming International Regatta, 'Saccone' writes in the Canterbury Press as follows:—'The race with the Gig, or long pulling boats for my correspondent's opinion, to be even more successful than was ever in that race. Were I to say more successful, I mean that more Provinces will be represented. I believe there is every chance of Otago, Canterbury, Timaru, Kaikora, Auckland, and of course Wellington to any extent, being represented. Mr Lennox, who, it will be recollected, was amateur and stroke of the Wellington crew on an international, informs me that he considers the prospects as more favourable to a contest to be surpassed in New Zealand. The said course is situated at the limit end of the harbour, a distance of about eight miles from Wellington. The reason of the committee for selecting this course was that the prevailing winds in the summer are from the north-west, and by making the course at the north-west end of the harbor, the race can be pulled under the lee of the land the whole way. Mr Lennox further tells me that some of their oars work up in a gig the other day when it was blowing stiff, and found the course as smooth as a millpond. He adds, "You need be in no fear about the course being a life one for your Canterbury boats; besides, the committee have decided that the race will not be rowed unless the day is calm enough to suit all boats entered."' (177, 510, 333, 771)
paragraph-body: —Mr Steward, M.H.R. for Waitaki, as is his usual custom, sets the example and addresses his constituents on Friday evening next. Mr Murray, the member for Bruce, in a note to the local paper, apologising for not meeting his constituents at present, says, 'As he considers it to be the duty of all the members of the Assembly to know as much as they can of the Colony, he purposes to go round by the North Island, and therefore will not be back in Milton for some weeks.' (11, 1246, 167, 1342)
telegram-body: The races are to be held here on the 17th of March. The Jockey Club Handicap will be of 150 sovs., with 7 sovs. sweepstakes added; the Goldfields Handicap, 125 sovs.; and the Hurdle Handicap, 50 sovs. (342, 156, 498, 197)
dateline: October 25. (401, 917, 439, 926)
paragraph-title: WOOL. (18, 333, 44, 342)
paragraph-body: —In one of the debates at the close of the session, Mr Swanson said there was not a Provincial Council in the Colony which did not conduct its business with more dignity and knowledge of the subjects under consideration than the Assembly, and the Wellington correspondent of the Auckland Herald endorses the statement. (11, 1078, 167, 1142)
paragraph-title: SLANDER. (184, 772, 223, 781)
news-paragraph (11, 207, 167, 333)
dateline: October 26. (401, 1000, 439, 1010)
news-paragraph (674, 1239, 830, 1303)
paragraph-body: —The New Zealand Herald declares that 'if the Assembly would only repeal four-fifths of the laws on the Statute Book, it would confer an inestimable benefit on New Zealand.' (11, 874, 167, 915)
news-paragraph (11, 916, 167, 963)
telegram-body: It is stated that the San Juan boundary question has been decided in favor of America, and the award declares the claims of America to be in accord with the Treaty of 1846. The Californian harvest this year is the largest known. Money less active. The Agricultural Bureau report of October shows the wheat crop to be five per cent. increase over 1871, and quality improved. (342, 927, 498, 999)
paragraph-body: —In Victoria, with a population of three-quarters of a million, there are one hundred and twenty public journals. In New Zealand, with a population of 300,000, there are about fifty-five journals. (11, 108, 167, 156)
case-title: GALLON V. CAMPBELL. (875, 68, 960, 77)
